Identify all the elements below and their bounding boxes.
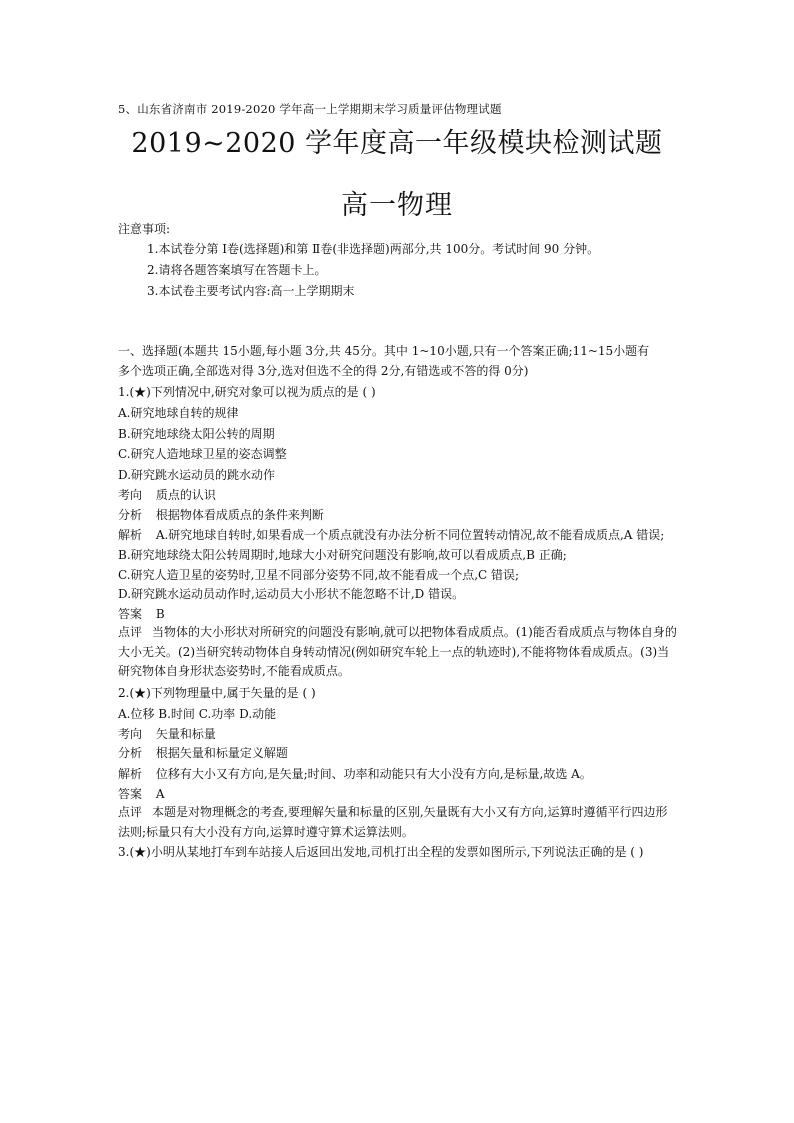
dianping-label: 点评 [118, 625, 143, 639]
jiexi-line: B.研究地球绕太阳公转周期时,地球大小对研究问题没有影响,故可以看成质点,B 正确; [118, 548, 567, 562]
exam-subtitle: 高一物理 [341, 190, 453, 221]
fenxi-row [118, 744, 288, 761]
fenxi-label: 分析 [118, 508, 143, 522]
option: C.研究人造地球卫星的姿态调整 [118, 447, 287, 461]
fenxi-text: 根据矢量和标量定义解题 [155, 746, 288, 760]
kaoxiang-text: 质点的认识 [155, 488, 216, 502]
jiexi-label: 解析 [118, 767, 143, 781]
fenxi-label: 分析 [118, 746, 143, 760]
jiexi-row [118, 765, 592, 782]
answer-value: B [155, 607, 165, 621]
kaoxiang-label: 考向 [118, 488, 143, 502]
kaoxiang-row [118, 486, 216, 503]
option: A.研究地球自转的规律 [118, 406, 239, 420]
dianping-label: 点评 [118, 805, 143, 819]
answer-label: 答案 [118, 787, 143, 801]
jiexi-line: D.研究跳水运动员动作时,运动员大小形状不能忽略不计,D 错误。 [118, 587, 465, 601]
fenxi-row [118, 506, 324, 523]
answer-row [118, 605, 165, 622]
kaoxiang-text: 矢量和标量 [155, 727, 216, 741]
note-item: 2.请将各题答案填写在答题卡上。 [147, 263, 327, 277]
note-item: 1.本试卷分第 Ⅰ卷(选择题)和第 Ⅱ卷(非选择题)两部分,共 100分。考试时间 90 分钟。 [147, 242, 600, 256]
note-item: 3.本试卷主要考试内容:高一上学期期末 [147, 284, 355, 298]
option: B.研究地球绕太阳公转的周期 [118, 427, 275, 441]
answer-row [118, 785, 165, 802]
kaoxiang-label: 考向 [118, 727, 143, 741]
dianping-block [118, 803, 678, 842]
jiexi-text: A.研究地球自转时,如果看成一个质点就没有办法分析不同位置转动情况,故不能看成质点,A 错误; [155, 528, 665, 542]
question-stem: 2.(★)下列物理量中,属于矢量的是 ( ) [118, 686, 316, 700]
option-row: A.位移 B.时间 C.功率 D.动能 [118, 707, 277, 721]
exam-title: 2019~2020 学年度高一年级模块检测试题 [131, 128, 663, 159]
kaoxiang-row [118, 725, 216, 742]
dianping-text: 本题是对物理概念的考查,要理解矢量和标量的区别,矢量既有大小又有方向,运算时遵循平行四边形法则;标量只有大小没有方向,运算时遵守算术运算法则。 [118, 805, 668, 839]
fenxi-text: 根据物体看成质点的条件来判断 [155, 508, 324, 522]
answer-label: 答案 [118, 607, 143, 621]
source-line: 5、山东省济南市 2019-2020 学年高一上学期期末学习质量评估物理试题 [118, 102, 502, 116]
dianping-block [118, 623, 678, 682]
option: D.研究跳水运动员的跳水动作 [118, 468, 276, 482]
question-stem: 3.(★)小明从某地打车到车站接人后返回出发地,司机打出全程的发票如图所示,下列说法正确的是 ( ) [118, 845, 644, 859]
notes-heading: 注意事项: [118, 222, 171, 236]
question-stem: 1.(★)下列情况中,研究对象可以视为质点的是 ( ) [118, 385, 376, 399]
jiexi-line: C.研究人造卫星的姿势时,卫星不同部分姿势不同,故不能看成一个点,C 错误; [118, 568, 520, 582]
jiexi-text: 位移有大小又有方向,是矢量;时间、功率和动能只有大小没有方向,是标量,故选 A。 [155, 767, 592, 781]
jiexi-row [118, 526, 664, 543]
answer-value: A [155, 787, 165, 801]
section-intro: 多个选项正确,全部选对得 3分,选对但选不全的得 2分,有错选或不答的得 0分) [118, 364, 529, 378]
dianping-text: 当物体的大小形状对所研究的问题没有影响,就可以把物体看成质点。(1)能否看成质点与物体自身的大小无关。(2)当研究转动物体自身转动情况(例如研究车轮上一点的轨迹时),不能将物体看成质点。(3)当研究物体自身形状态姿势时,不能看成质点。 [118, 625, 677, 678]
jiexi-label: 解析 [118, 528, 143, 542]
section-intro: 一、选择题(本题共 15小题,每小题 3分,共 45分。其中 1~10小题,只有一个答案正确;11~15小题有 [118, 344, 650, 358]
